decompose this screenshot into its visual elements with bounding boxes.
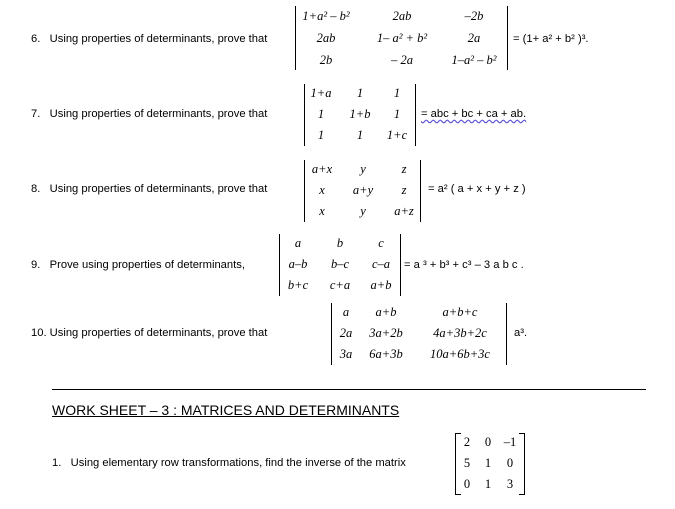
det-cell: b+c [287, 278, 309, 292]
question-text: Prove using properties of determinants, [49, 259, 245, 271]
det-cell: 2a [339, 326, 353, 340]
det-cell: 1+b [349, 107, 371, 121]
determinant-q7 [304, 84, 416, 146]
det-cell: a+z [394, 204, 414, 218]
determinant-q6 [295, 6, 508, 70]
det-cell: x [319, 204, 325, 218]
matrix-cell: 2 [463, 435, 471, 449]
question-8 [31, 183, 267, 195]
matrix-cell: 1 [484, 477, 492, 491]
question-number: 8. [31, 183, 41, 195]
det-cell: 1+a [310, 86, 332, 100]
question-text: Using properties of determinants, prove that [49, 183, 268, 195]
det-cell: 4a+3b+2c [433, 326, 487, 340]
det-cell: b–c [330, 257, 350, 271]
det-cell: 2b [319, 53, 333, 67]
det-cell: – 2a [391, 53, 413, 67]
det-cell: 1 [356, 86, 364, 100]
det-cell: 2ab [316, 31, 336, 45]
det-cell: a+x [311, 162, 333, 176]
det-cell: c [378, 236, 384, 250]
det-cell: a+y [352, 183, 374, 197]
det-cell: 2a [467, 31, 481, 45]
det-cell: 1 [317, 107, 325, 121]
det-cell: a–b [288, 257, 308, 271]
det-cell: c–a [371, 257, 391, 271]
question-9 [31, 259, 245, 271]
det-cell: 1 [356, 128, 364, 142]
det-cell: 1 [393, 86, 401, 100]
det-cell: 3a [339, 347, 353, 361]
question-6 [31, 33, 267, 45]
question-text: Using properties of determinants, prove that [49, 108, 268, 120]
matrix-cell: 3 [506, 477, 514, 491]
matrix-cell: 0 [463, 477, 471, 491]
determinant-q8 [304, 160, 421, 222]
det-cell: a+b [370, 278, 392, 292]
det-cell: a+b [375, 305, 397, 319]
det-cell: 1–a² – b² [451, 53, 497, 67]
result-q8: = a² ( a + x + y + z ) [428, 183, 526, 195]
question-7 [31, 108, 267, 120]
question-number: 1. [52, 457, 62, 469]
result-q6: = (1+ a² + b² )³. [513, 33, 589, 45]
det-cell: 2ab [392, 9, 412, 23]
determinant-q10 [331, 303, 507, 365]
det-cell: –2b [464, 9, 484, 23]
matrix-cell: 0 [506, 456, 514, 470]
det-cell: a [294, 236, 302, 250]
det-cell: 10a+6b+3c [430, 347, 490, 361]
question-number: 7. [31, 108, 41, 120]
result-q7: = abc + bc + ca + ab. [421, 108, 527, 120]
det-cell: z [401, 162, 407, 176]
matrix-cell: 1 [484, 456, 492, 470]
det-cell: 1– a² + b² [376, 31, 428, 45]
question-10 [31, 327, 267, 339]
det-cell: y [360, 162, 366, 176]
worksheet-heading: WORK SHEET – 3 : MATRICES AND DETERMINANTS [52, 402, 400, 418]
matrix-cell: 5 [463, 456, 471, 470]
result-q10: a³. [514, 327, 528, 339]
det-cell: 1 [393, 107, 401, 121]
question-text: Using properties of determinants, prove that [49, 33, 268, 45]
result-q9: = a ³ + b³ + c³ – 3 a b c . [404, 259, 524, 271]
det-cell: c+a [329, 278, 351, 292]
question-number: 10. [31, 327, 47, 339]
det-cell: a+b+c [442, 305, 478, 319]
question-text: Using properties of determinants, prove that [49, 327, 268, 339]
det-cell: y [360, 204, 366, 218]
det-cell: z [401, 183, 407, 197]
question-number: 6. [31, 33, 41, 45]
right-bracket [519, 433, 525, 495]
question-text: Using elementary row transformations, find the inverse of the matrix [70, 457, 406, 469]
det-cell: b [336, 236, 344, 250]
question-number: 9. [31, 259, 41, 271]
det-cell: 1 [317, 128, 325, 142]
section-divider [52, 389, 646, 390]
matrix-cell: –1 [503, 435, 517, 449]
left-bracket [455, 433, 461, 495]
det-cell: x [319, 183, 325, 197]
matrix-cell: 0 [484, 435, 492, 449]
matrix-ws1 [455, 433, 525, 495]
det-cell: 1+c [386, 128, 408, 142]
det-cell: 1+a² – b² [302, 9, 350, 23]
determinant-q9 [279, 234, 401, 296]
det-cell: 6a+3b [369, 347, 403, 361]
det-cell: a [342, 305, 350, 319]
det-cell: 3a+2b [369, 326, 403, 340]
worksheet-question-1 [52, 457, 406, 469]
